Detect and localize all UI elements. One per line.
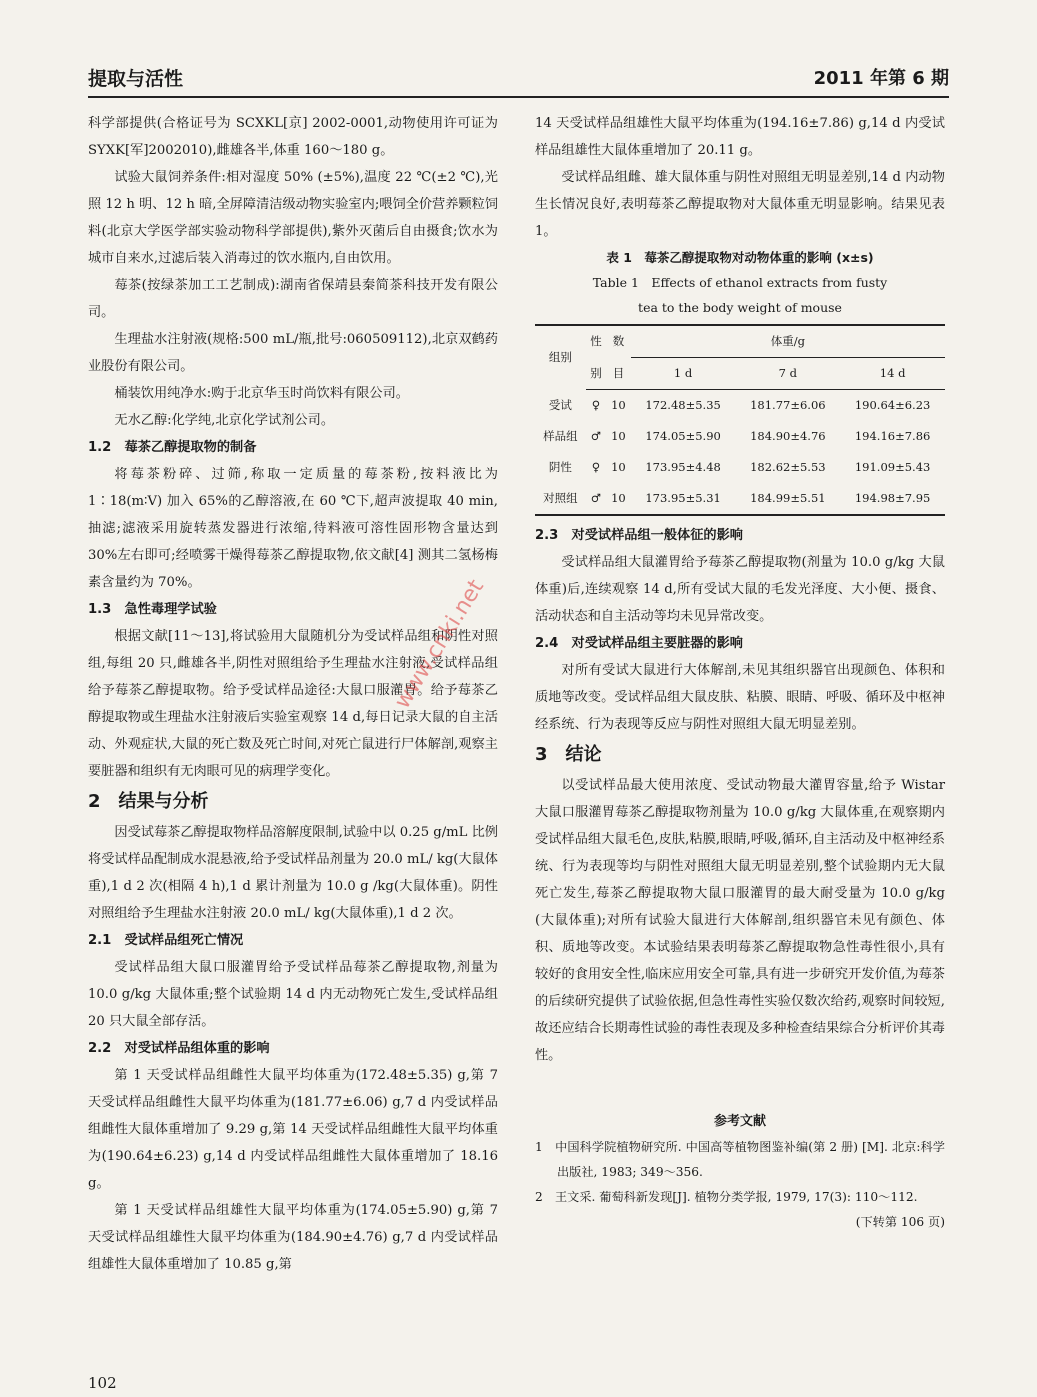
header-group: 组别 (535, 325, 586, 390)
page-number: 102 (88, 1374, 117, 1392)
paragraph: 无水乙醇:化学纯,北京化学试剂公司。 (114, 413, 335, 428)
weight-cell: 194.16±7.86 (854, 429, 931, 443)
references-title: 参考文献 (713, 1114, 766, 1129)
weight-cell: 174.05±5.90 (645, 429, 721, 443)
weight-cell: 191.09±5.43 (854, 460, 931, 474)
reference-item: 2 王文采. 葡萄科新发现[J]. 植物分类学报, 1979, 17(3): 110～112. (535, 1190, 918, 1204)
left-column (88, 110, 498, 1278)
section-heading: 2.3 对受试样品组一般体征的影响 (535, 528, 743, 543)
table-row (535, 483, 945, 515)
header-day-1: 1 d (631, 358, 736, 390)
table-caption-en-2: tea to the body weight of mouse (638, 300, 842, 315)
continued-note: (下转第 106 页) (855, 1215, 945, 1229)
group-label: 对照组 (535, 483, 586, 515)
weight-cell: 173.95±4.48 (645, 460, 721, 474)
section-heading: 3 结论 (535, 744, 602, 765)
paragraph: 以受试样品最大使用浓度、受试动物最大灌胃容量,给予 Wistar 大鼠口服灌胃莓茶乙醇提取物剂量为 10.0 g/kg 大鼠体重,在观察期内受试样品组大鼠毛色,皮肤,粘膜,眼睛,呼吸,循环,自主活动及中枢神经系统、行为表现等均与阴性对照组大鼠无明显差别,整个试验期内无大鼠死亡发生,莓茶乙醇提取物大鼠口服灌胃的最大耐受量为 10.0 g/kg (大鼠体重);对所有试验大鼠进行大体解剖,组织器官未见有颜色、体积、质地等改变。本试验结果表明莓茶乙醇提取物急性毒性很小,具有较好的食用安全性,临床应用安全可靠,具有进一步研究开发价值,为莓茶的后续研究提供了试验依据,但急性毒性实验仅数次给药,观察时间较短,故还应结合长期毒性试验的毒性表现及多种检查结果综合分析评价其毒性。 (535, 778, 945, 1063)
paragraph: 14 天受试样品组雄性大鼠平均体重为(194.16±7.86) g,14 d 内受试样品组雄性大鼠体重增加了 20.11 g。 (535, 116, 945, 158)
reference-item: 1 中国科学院植物研究所. 中国高等植物图鉴补编(第 2 册) [M]. 北京:科学出版社, 1983; 349～356. (535, 1140, 945, 1179)
paragraph: 第 1 天受试样品组雌性大鼠平均体重为(172.48±5.35) g,第 7 天受试样品组雌性大鼠平均体重为(181.77±6.06) g,7 d 内受试样品组雌性大鼠体重增加了 9.29 g,第 14 天受试样品组雌性大鼠平均体重为(190.64±6.23) g,14 d 内受试样品组雌性大鼠体重增加了 18.16 g。 (88, 1068, 498, 1191)
paragraph: 受试样品组雌、雄大鼠体重与阴性对照组无明显差别,14 d 内动物生长情况良好,表明莓茶乙醇提取物对大鼠体重无明显影响。结果见表 1。 (535, 170, 945, 239)
section-title: 提取与活性 (88, 68, 184, 90)
sex-cell: ♀ (591, 460, 601, 474)
paragraph: 第 1 天受试样品组雄性大鼠平均体重为(174.05±5.90) g,第 7 天受试样品组雄性大鼠平均体重为(184.90±4.76) g,7 d 内受试样品组雄性大鼠体重增加了 10.85 g,第 (88, 1203, 498, 1272)
issue-label: 2011 年第 6 期 (813, 68, 949, 89)
header-sex-2: 别 (586, 358, 606, 390)
paragraph: 莓茶(按绿茶加工工艺制成):湖南省保靖县秦简茶科技开发有限公司。 (88, 278, 498, 320)
header-sex-1: 性 (586, 325, 606, 358)
right-column (535, 110, 945, 1235)
header-num-1: 数 (606, 325, 631, 358)
group-label: 受试 (548, 397, 572, 412)
header-day-7: 7 d (735, 358, 840, 390)
weight-cell: 190.64±6.23 (854, 398, 931, 412)
weight-cell: 181.77±6.06 (750, 398, 826, 412)
paragraph: 受试样品组大鼠灌胃给予莓茶乙醇提取物(剂量为 10.0 g/kg 大鼠体重)后,连续观察 14 d,所有受试大鼠的毛发光泽度、大小便、摄食、活动状态和自主活动等均未见异常改变。 (535, 555, 945, 624)
paragraph: 桶装饮用纯净水:购于北京华玉时尚饮料有限公司。 (114, 386, 409, 401)
right-bottom-text (535, 522, 945, 1069)
sex-cell: ♀ (591, 398, 601, 412)
paragraph: 科学部提供(合格证号为 SCXKL[京] 2002-0001,动物使用许可证为 SYXK[军]2002010),雌雄各半,体重 160～180 g。 (88, 116, 498, 158)
header-num-2: 目 (606, 358, 631, 390)
header-day-14: 14 d (840, 358, 945, 390)
paragraph: 因受试莓茶乙醇提取物样品溶解度限制,试验中以 0.25 g/mL 比例将受试样品配制成水混悬液,给予受试样品剂量为 20.0 mL/ kg(大鼠体重),1 d 2 次(相隔 4 h),1 d 累计剂量为 10.0 g /kg(大鼠体重)。阴性对照组给予生理盐水注射液 20.0 mL/ kg(大鼠体重),1 d 2 次。 (88, 825, 498, 921)
paragraph: 将莓茶粉碎、过筛,称取一定质量的莓茶粉,按料液比为 1∶18(m∶V) 加入 65%的乙醇溶液,在 60 ℃下,超声波提取 40 min,抽滤;滤液采用旋转蒸发器进行浓缩,待料液可溶性固形物含量达到 30%左右即可;经喷雾干燥得莓茶乙醇提取物,依文献[4] 测其二氢杨梅素含量约为 70%。 (88, 467, 498, 590)
count-cell: 10 (611, 398, 626, 412)
sex-cell: ♂ (590, 429, 602, 443)
weight-cell: 182.62±5.53 (750, 460, 826, 474)
section-heading: 2.2 对受试样品组体重的影响 (88, 1041, 270, 1056)
table-row (535, 421, 945, 452)
table-row (535, 452, 945, 483)
paragraph: 根据文献[11～13],将试验用大鼠随机分为受试样品组和阴性对照组,每组 20 只,雌雄各半,阴性对照组给予生理盐水注射液,受试样品组给予莓茶乙醇提取物。给予受试样品途径:大鼠口服灌胃。给予莓茶乙醇提取物或生理盐水注射液后实验室观察 14 d,每日记录大鼠的自主活动、外观症状,大鼠的死亡数及死亡时间,对死亡鼠进行尸体解剖,观察主要脏器和组织有无肉眼可见的病理学变化。 (88, 629, 498, 779)
weight-cell: 172.48±5.35 (645, 398, 721, 412)
weight-cell: 194.98±7.95 (840, 483, 945, 515)
running-header (88, 62, 949, 98)
watermark: www.cnki.net (390, 575, 490, 714)
table-caption-cn: 表 1 莓茶乙醇提取物对动物体重的影响 (x±s) (606, 250, 874, 265)
weight-cell: 184.90±4.76 (750, 429, 826, 443)
count-cell: 10 (606, 483, 631, 515)
section-heading: 2.1 受试样品组死亡情况 (88, 933, 244, 948)
paragraph: 对所有受试大鼠进行大体解剖,未见其组织器官出现颜色、体积和质地等改变。受试样品组大鼠皮肤、粘膜、眼睛、呼吸、循环及中枢神经系统、行为表现等反应与阴性对照组大鼠无明显差别。 (535, 663, 945, 732)
sex-cell: ♂ (586, 483, 606, 515)
paragraph: 生理盐水注射液(规格:500 mL/瓶,批号:060509112),北京双鹤药业股份有限公司。 (88, 332, 498, 374)
group-label: 样品组 (543, 429, 578, 443)
header-weight: 体重/g (631, 325, 945, 358)
section-heading: 2.4 对受试样品组主要脏器的影响 (535, 636, 743, 651)
weight-cell: 173.95±5.31 (631, 483, 736, 515)
count-cell: 10 (611, 460, 626, 474)
section-heading: 1.3 急性毒理学试验 (88, 602, 217, 617)
body-weight-table (535, 324, 945, 516)
count-cell: 10 (611, 429, 626, 443)
right-top-text (535, 110, 945, 245)
paragraph: 受试样品组大鼠口服灌胃给予受试样品莓茶乙醇提取物,剂量为 10.0 g/kg 大鼠体重;整个试验期 14 d 内无动物死亡发生,受试样品组 20 只大鼠全部存活。 (88, 960, 498, 1029)
paragraph: 试验大鼠饲养条件:相对湿度 50% (±5%),温度 22 ℃(±2 ℃),光照 12 h 明、12 h 暗,全屏障清洁级动物实验室内;喂饲全价营养颗粒饲料(北京大学医学部实验动物科学部提供),紫外灭菌后自由摄食;饮水为城市自来水,过滤后装入消毒过的饮水瓶内,自由饮用。 (88, 170, 498, 266)
table-caption-en-1: Table 1 Effects of ethanol extracts from fusty (592, 275, 888, 290)
weight-cell: 184.99±5.51 (735, 483, 840, 515)
section-heading: 1.2 莓茶乙醇提取物的制备 (88, 440, 257, 455)
group-label: 阴性 (548, 460, 572, 474)
table-row (535, 390, 945, 422)
section-heading: 2 结果与分析 (88, 791, 209, 812)
